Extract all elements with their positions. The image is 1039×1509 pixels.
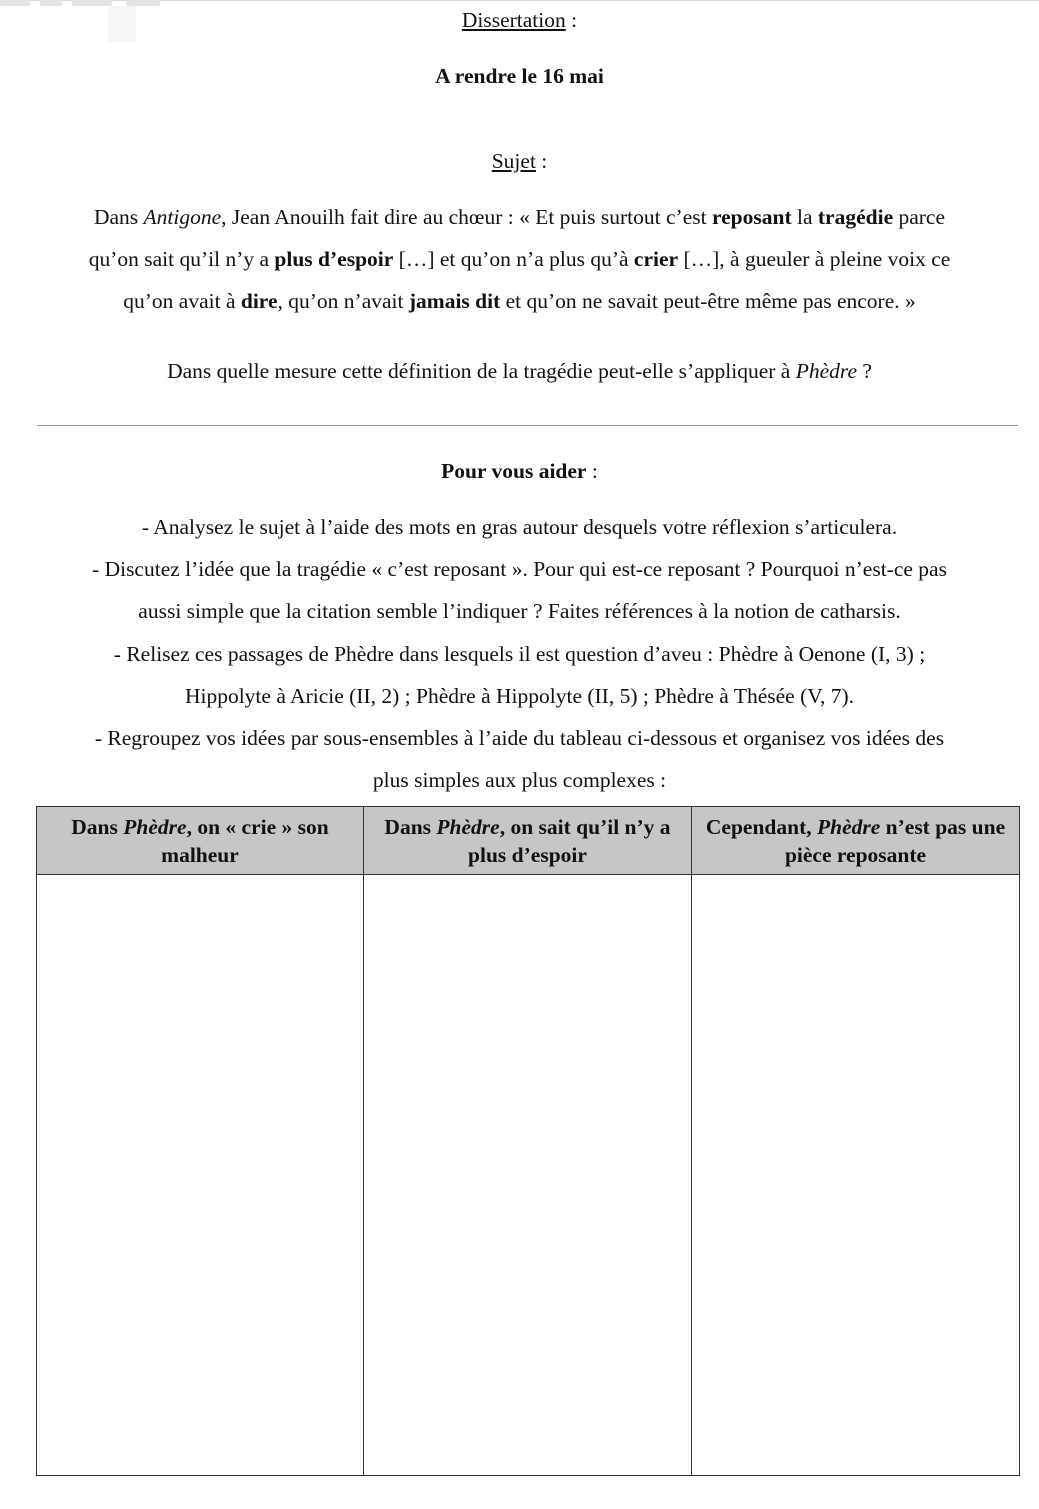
table-header-cell-cry: Dans Phèdre, on « crie » son malheur [37,807,364,875]
table-cell[interactable] [364,875,692,1476]
help-line: plus simples aux plus complexes : [372,768,667,792]
document-title: Dissertation : [461,8,578,32]
subject-heading: Sujet : [491,149,548,173]
section-divider [37,425,1018,426]
table-row [37,875,1020,1476]
table-header-cell-no-hope: Dans Phèdre, on sait qu’il n’y a plus d’espoir [364,807,692,875]
ideas-table [36,806,1020,1476]
subject-quote-line-2: qu’on sait qu’il n’y a plus d’espoir […] et qu’on n’a plus qu’à crier […], à gueuler à pleine voix ce [88,247,951,271]
subject-quote-line-1: Dans Antigone, Jean Anouilh fait dire au chœur : « Et puis surtout c’est reposant la tragédie parce [93,205,946,229]
table-cell[interactable] [692,875,1020,1476]
help-heading: Pour vous aider : [441,459,598,483]
help-line: - Relisez ces passages de Phèdre dans lesquels il est question d’aveu : Phèdre à Oenone (I, 3) ; [113,642,926,666]
help-line: - Regroupez vos idées par sous-ensembles à l’aide du tableau ci-dessous et organisez vos idées des [94,726,945,750]
help-line: Hippolyte à Aricie (II, 2) ; Phèdre à Hippolyte (II, 5) ; Phèdre à Thésée (V, 7). [184,684,855,708]
help-line: - Analysez le sujet à l’aide des mots en gras autour desquels votre réflexion s’articulera. [141,515,898,539]
subject-quote-line-3: qu’on avait à dire, qu’on n’avait jamais dit et qu’on ne savait peut-être même pas encore. » [123,289,916,313]
due-date: A rendre le 16 mai [435,64,604,88]
help-line: - Discutez l’idée que la tragédie « c’est reposant ». Pour qui est-ce reposant ? Pourquoi n’est-ce pas [92,557,947,581]
table-header-cell-not-restful: Cependant, Phèdre n’est pas une pièce reposante [692,807,1020,875]
table-header-row [37,807,1020,875]
subject-question: Dans quelle mesure cette définition de la tragédie peut-elle s’appliquer à Phèdre ? [167,359,872,383]
table-cell[interactable] [37,875,364,1476]
help-line: aussi simple que la citation semble l’indiquer ? Faites références à la notion de catharsis. [138,599,901,623]
